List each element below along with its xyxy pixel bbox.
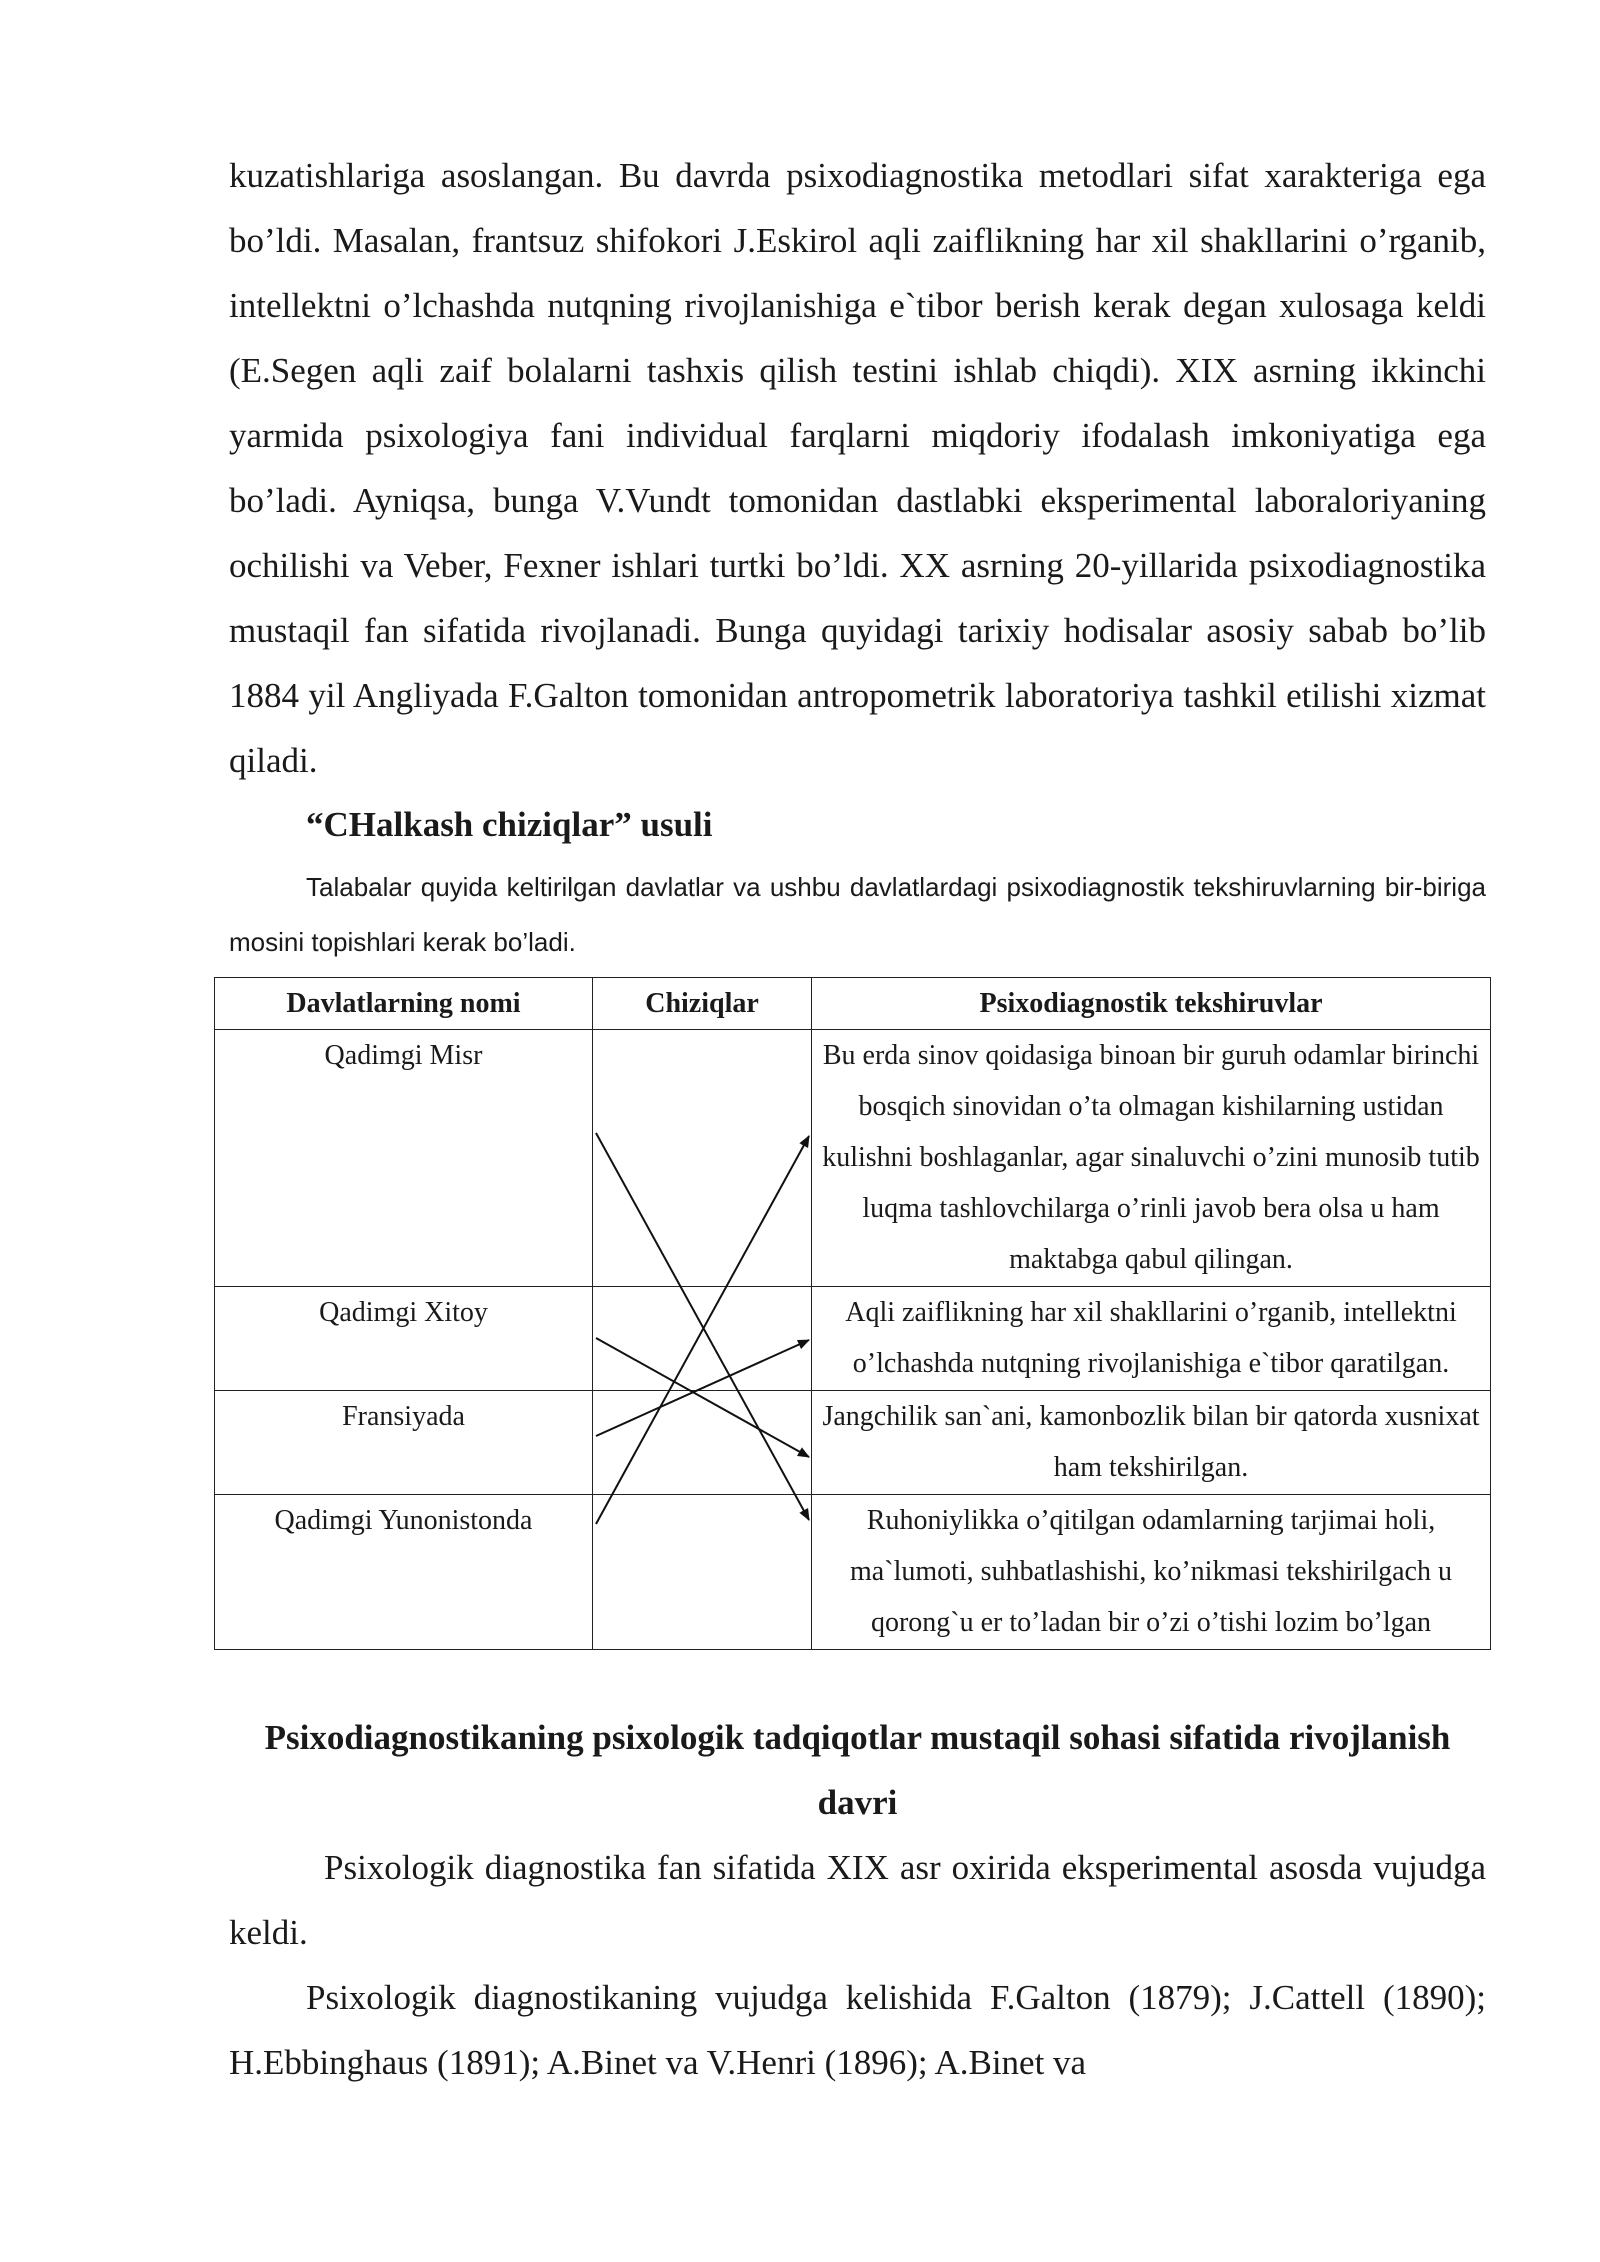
table-header-row	[215, 978, 1491, 1030]
intro-paragraph: kuzatishlariga asoslangan. Bu davrda psixodiagnostika metodlari sifat xarakteriga ega bo’ldi. Masalan, frantsuz shifokori J.Eskirol aqli zaiflikning har xil shakllarini o’rganib, intellektni o’lchashda nutqning rivojlanishiga e`tibor berish kerak degan xulosaga keldi (E.Segen aqli zaif bolalarni tashxis qilish testini ishlab chiqdi). XIX asrning ikkinchi yarmida psixologiya fani individual farqlarni miqdoriy ifodalash imkoniyatiga ega bo’ladi. Ayniqsa, bunga V.Vundt tomonidan dastlabki eksperimental laboraloriyaning ochilishi va Veber, Fexner ishlari turtki bo’ldi. XX asrning 20-yillarida psixodiagnostika mustaqil fan sifatida rivojlanadi. Bunga quyidagi tarixiy hodisalar asosiy sabab bo’lib 1884 yil Angliyada F.Galton tomonidan antropometrik laboratoriya tashkil etilishi xizmat qiladi.	[229, 156, 1486, 780]
lines-cell	[593, 1030, 812, 1287]
test-cell: Aqli zaiflikning har xil shakllarini o’rganib, intellektni o’lchashda nutqning rivojlanishiga e`tibor qaratilgan.	[812, 1287, 1491, 1391]
section-title: Psixodiagnostikaning psixologik tadqiqotlar mustaqil sohasi sifatida rivojlanish davri	[264, 1718, 1451, 1822]
lines-cell	[593, 1391, 812, 1495]
test-cell: Ruhoniylikka o’qitilgan odamlarning tarjimai holi, ma`lumoti, suhbatlashishi, ko’nikmasi tekshirilgach u qorong`u er to’ladan bir o’zi o’tishi lozim bo’lgan	[812, 1495, 1491, 1650]
country-cell: Fransiyada	[215, 1391, 593, 1495]
table-row	[215, 1287, 1491, 1391]
country-cell: Qadimgi Xitoy	[215, 1287, 593, 1391]
header-countries: Davlatlarning nomi	[215, 978, 593, 1030]
country-cell: Qadimgi Yunonistonda	[215, 1495, 593, 1650]
header-lines: Chiziqlar	[593, 978, 812, 1030]
table-row	[215, 1391, 1491, 1495]
matching-table	[214, 977, 1491, 1650]
table-row	[215, 1495, 1491, 1650]
test-cell: Jangchilik san`ani, kamonbozlik bilan bir qatorda xusnixat ham tekshirilgan.	[812, 1391, 1491, 1495]
body-paragraph: Psixologik diagnostika fan sifatida XIX asr oxirida eksperimental asosda vujudga keldi.	[229, 1848, 1486, 1952]
lines-cell	[593, 1287, 812, 1391]
test-cell: Bu erda sinov qoidasiga binoan bir guruh odamlar birinchi bosqich sinovidan o’ta olmagan kishilarning ustidan kulishni boshlaganlar, agar sinaluvchi o’zini munosib tutib luqma tashlovchilarga o’rinli javob bera olsa u ham maktabga qabul qilingan.	[812, 1030, 1491, 1287]
header-tests: Psixodiagnostik tekshiruvlar	[812, 978, 1491, 1030]
country-cell: Qadimgi Misr	[215, 1030, 593, 1287]
lines-cell	[593, 1495, 812, 1650]
body-paragraph: Psixologik diagnostikaning vujudga kelishida F.Galton (1879); J.Cattell (1890); H.Ebbinghaus (1891); A.Binet va V.Henri (1896); A.Binet va	[229, 1978, 1486, 2082]
table-row	[215, 1030, 1491, 1287]
instruction-paragraph: Talabalar quyida keltirilgan davlatlar va ushbu davlatlardagi psixodiagnostik tekshiruvlarning bir-biriga mosini topishlari kerak bo’ladi.	[229, 872, 1486, 957]
method-title: “CHalkash chiziqlar” usuli	[306, 805, 713, 844]
